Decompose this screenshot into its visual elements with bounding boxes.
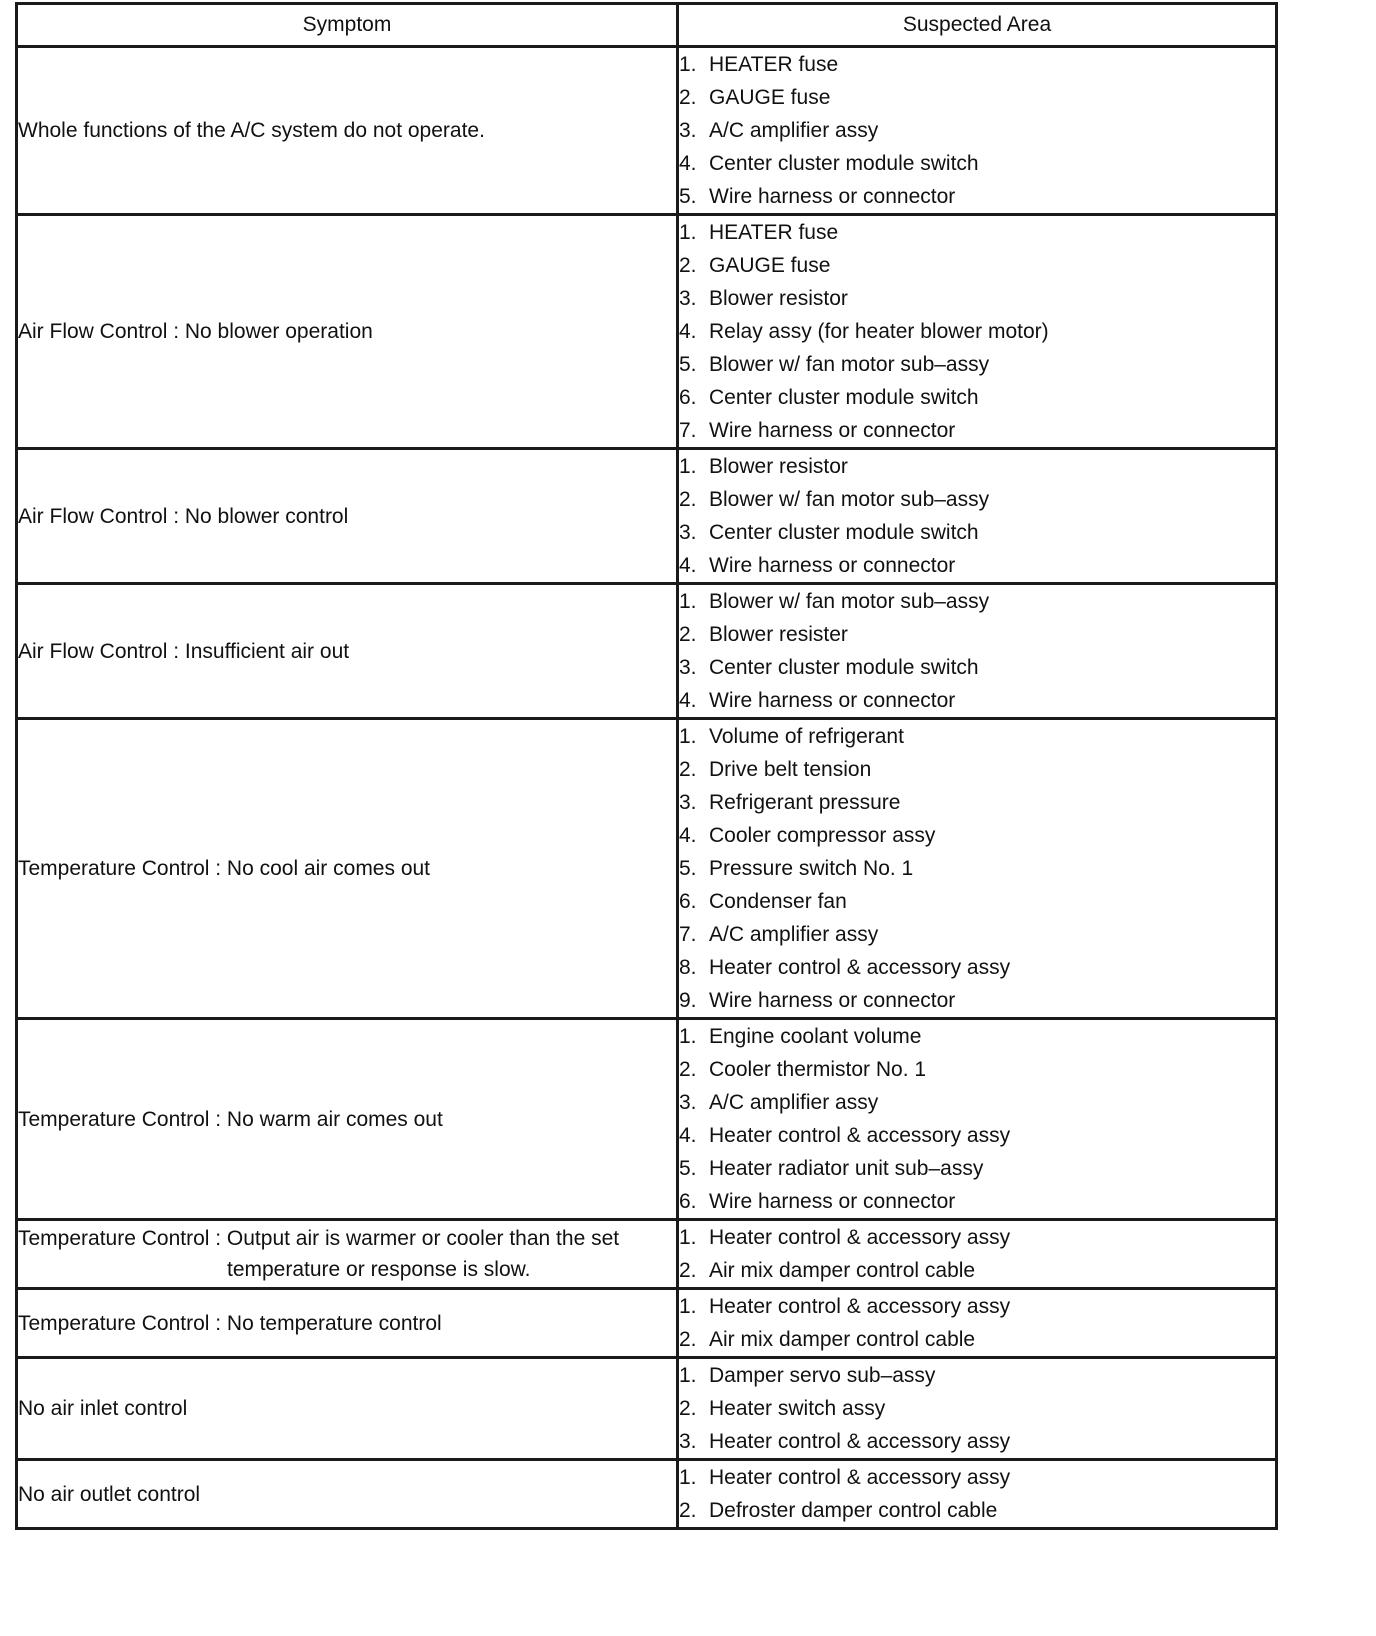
list-item [679,180,1275,213]
list-item [679,483,1275,516]
list-item [679,1323,1275,1356]
item-number: 5. [679,185,697,208]
item-text: A/C amplifier assy [709,923,879,946]
suspected-area-cell [678,1289,1277,1358]
item-number: 6. [679,890,697,913]
item-number: 4. [679,320,697,343]
list-item [679,1185,1275,1218]
symptom-text: Air Flow Control : Insufficient air out [18,639,350,663]
item-number: 5. [679,353,697,376]
list-item [679,1461,1275,1494]
item-number: 3. [679,791,697,814]
item-text: Defroster damper control cable [709,1499,998,1522]
suspected-parts-list [679,450,1275,582]
item-number: 1. [679,455,697,478]
item-number: 1. [679,590,697,613]
symptom-text: Whole functions of the A/C system do not operate. [18,119,485,142]
item-text: Damper servo sub–assy [709,1364,936,1387]
suspected-area-cell [678,1220,1277,1289]
list-item [679,585,1275,618]
list-item [679,1086,1275,1119]
list-item [679,1392,1275,1425]
list-item [679,1494,1275,1527]
suspected-area-cell [678,215,1277,449]
item-text: Drive belt tension [709,758,872,781]
item-number: 5. [679,857,697,880]
item-number: 4. [679,554,697,577]
list-item [679,48,1275,81]
table-row [17,47,1277,215]
list-item [679,549,1275,582]
list-item [679,516,1275,549]
item-text: Volume of refrigerant [709,725,904,748]
item-number: 2. [679,1397,697,1420]
list-item [679,753,1275,786]
item-number: 8. [679,956,697,979]
item-text: Center cluster module switch [709,521,979,544]
list-item [679,1359,1275,1392]
list-item [679,651,1275,684]
item-text: Refrigerant pressure [709,791,901,814]
symptom-cell [17,584,678,719]
item-text: Center cluster module switch [709,386,979,409]
item-number: 2. [679,488,697,511]
suspected-parts-list [679,1290,1275,1356]
item-text: HEATER fuse [709,221,839,244]
symptom-cell [17,719,678,1019]
item-number: 2. [679,1259,697,1282]
item-text: Relay assy (for heater blower motor) [709,320,1049,343]
symptom-text: Temperature Control : No temperature control [18,1311,442,1335]
symptom-text: Air Flow Control : No blower operation [18,320,373,343]
symptom-text: No air inlet control [18,1397,188,1420]
item-number: 2. [679,86,697,109]
list-item [679,1020,1275,1053]
symptom-text: Air Flow Control : No blower control [18,504,349,528]
list-item [679,282,1275,315]
item-number: 4. [679,152,697,175]
list-item [679,684,1275,717]
table-body [17,47,1277,1529]
list-item [679,918,1275,951]
item-text: Wire harness or connector [709,689,956,712]
table-row [17,449,1277,584]
list-item [679,1053,1275,1086]
item-text: Cooler thermistor No. 1 [709,1058,927,1081]
item-number: 1. [679,1295,697,1318]
list-item [679,984,1275,1017]
symptom-cell [17,1220,678,1289]
suspected-area-cell [678,1358,1277,1460]
item-number: 3. [679,119,697,142]
symptom-cell [17,1289,678,1358]
item-number: 2. [679,1328,697,1351]
table-row [17,719,1277,1019]
item-number: 7. [679,419,697,442]
item-number: 2. [679,623,697,646]
list-item [679,147,1275,180]
item-text: Wire harness or connector [709,419,956,442]
item-text: Blower resistor [709,455,848,478]
item-text: Heater control & accessory assy [709,1430,1011,1453]
item-text: Air mix damper control cable [709,1259,976,1282]
item-text: Heater control & accessory assy [709,956,1011,979]
symptom-cell [17,449,678,584]
item-text: Blower resistor [709,287,848,310]
item-text: Heater control & accessory assy [709,1466,1011,1489]
item-number: 1. [679,53,697,76]
list-item [679,81,1275,114]
list-item [679,315,1275,348]
symptom-cell [17,215,678,449]
item-text: Wire harness or connector [709,989,956,1012]
item-number: 1. [679,221,697,244]
item-number: 2. [679,254,697,277]
suspected-parts-list [679,48,1275,213]
item-number: 1. [679,1226,697,1249]
item-text: Heater control & accessory assy [709,1124,1011,1147]
list-item [679,216,1275,249]
suspected-parts-list [679,1221,1275,1287]
table-row [17,1289,1277,1358]
list-item [679,885,1275,918]
suspected-parts-list [679,1359,1275,1458]
suspected-parts-list [679,720,1275,1017]
item-number: 3. [679,1091,697,1114]
list-item [679,1290,1275,1323]
item-text: Wire harness or connector [709,554,956,577]
item-text: Blower resister [709,623,848,646]
item-text: Wire harness or connector [709,185,956,208]
item-number: 1. [679,1364,697,1387]
suspected-area-cell [678,47,1277,215]
header-row [17,4,1277,47]
item-number: 3. [679,656,697,679]
item-number: 3. [679,1430,697,1453]
list-item [679,786,1275,819]
list-item [679,1221,1275,1254]
list-item [679,249,1275,282]
list-item [679,618,1275,651]
item-text: Blower w/ fan motor sub–assy [709,488,990,511]
suspected-area-cell [678,719,1277,1019]
item-number: 7. [679,923,697,946]
table-row [17,1019,1277,1220]
item-number: 1. [679,1025,697,1048]
item-text: Blower w/ fan motor sub–assy [709,353,990,376]
item-number: 3. [679,287,697,310]
item-number: 4. [679,824,697,847]
item-number: 1. [679,725,697,748]
item-text: Heater switch assy [709,1397,886,1420]
suspected-parts-list [679,585,1275,717]
item-text: Wire harness or connector [709,1190,956,1213]
item-number: 9. [679,989,697,1012]
item-number: 2. [679,1058,697,1081]
table-row [17,1358,1277,1460]
item-number: 1. [679,1466,697,1489]
symptom-text: Temperature Control : No cool air comes out [18,857,431,880]
item-text: Center cluster module switch [709,656,979,679]
symptom-text: No air outlet control [18,1482,201,1506]
table-row [17,1220,1277,1289]
item-text: GAUGE fuse [709,254,831,277]
symptom-cell [17,1019,678,1220]
item-text: Engine coolant volume [709,1025,922,1048]
list-item [679,414,1275,447]
symptom-cell [17,1358,678,1460]
item-text: Pressure switch No. 1 [709,857,914,880]
item-text: A/C amplifier assy [709,1091,879,1114]
item-text: Heater control & accessory assy [709,1226,1011,1249]
item-text: HEATER fuse [709,53,839,76]
item-number: 4. [679,1124,697,1147]
suspected-parts-list [679,216,1275,447]
item-text: Blower w/ fan motor sub–assy [709,590,990,613]
table-row [17,1460,1277,1529]
suspected-area-cell [678,449,1277,584]
item-text: A/C amplifier assy [709,119,879,142]
symptom-cell [17,47,678,215]
list-item [679,951,1275,984]
symptom-cell [17,1460,678,1529]
table-row [17,584,1277,719]
list-item [679,114,1275,147]
suspected-parts-list [679,1461,1275,1527]
item-number: 6. [679,386,697,409]
list-item [679,1152,1275,1185]
item-text: Heater radiator unit sub–assy [709,1157,984,1180]
table-row [17,215,1277,449]
item-number: 4. [679,689,697,712]
list-item [679,1254,1275,1287]
list-item [679,819,1275,852]
item-number: 5. [679,1157,697,1180]
list-item [679,450,1275,483]
item-text: Center cluster module switch [709,152,979,175]
list-item [679,381,1275,414]
suspected-area-cell [678,1460,1277,1529]
item-number: 3. [679,521,697,544]
symptom-text: Temperature Control : Output air is warmer or cooler than the set temperature or response is slow. [18,1227,620,1281]
list-item [679,1425,1275,1458]
item-text: GAUGE fuse [709,86,831,109]
list-item [679,852,1275,885]
item-number: 2. [679,1499,697,1522]
suspected-parts-list [679,1020,1275,1218]
suspected-area-cell [678,584,1277,719]
suspected-area-cell [678,1019,1277,1220]
item-text: Air mix damper control cable [709,1328,976,1351]
item-number: 6. [679,1190,697,1213]
problem-symptoms-table [15,2,1278,1530]
symptom-header: Symptom [17,4,678,47]
item-text: Cooler compressor assy [709,824,936,847]
list-item [679,720,1275,753]
list-item [679,348,1275,381]
item-text: Heater control & accessory assy [709,1295,1011,1318]
suspected-area-header: Suspected Area [678,4,1277,47]
symptom-text: Temperature Control : No warm air comes out [18,1107,443,1131]
item-number: 2. [679,758,697,781]
list-item [679,1119,1275,1152]
item-text: Condenser fan [709,890,847,913]
